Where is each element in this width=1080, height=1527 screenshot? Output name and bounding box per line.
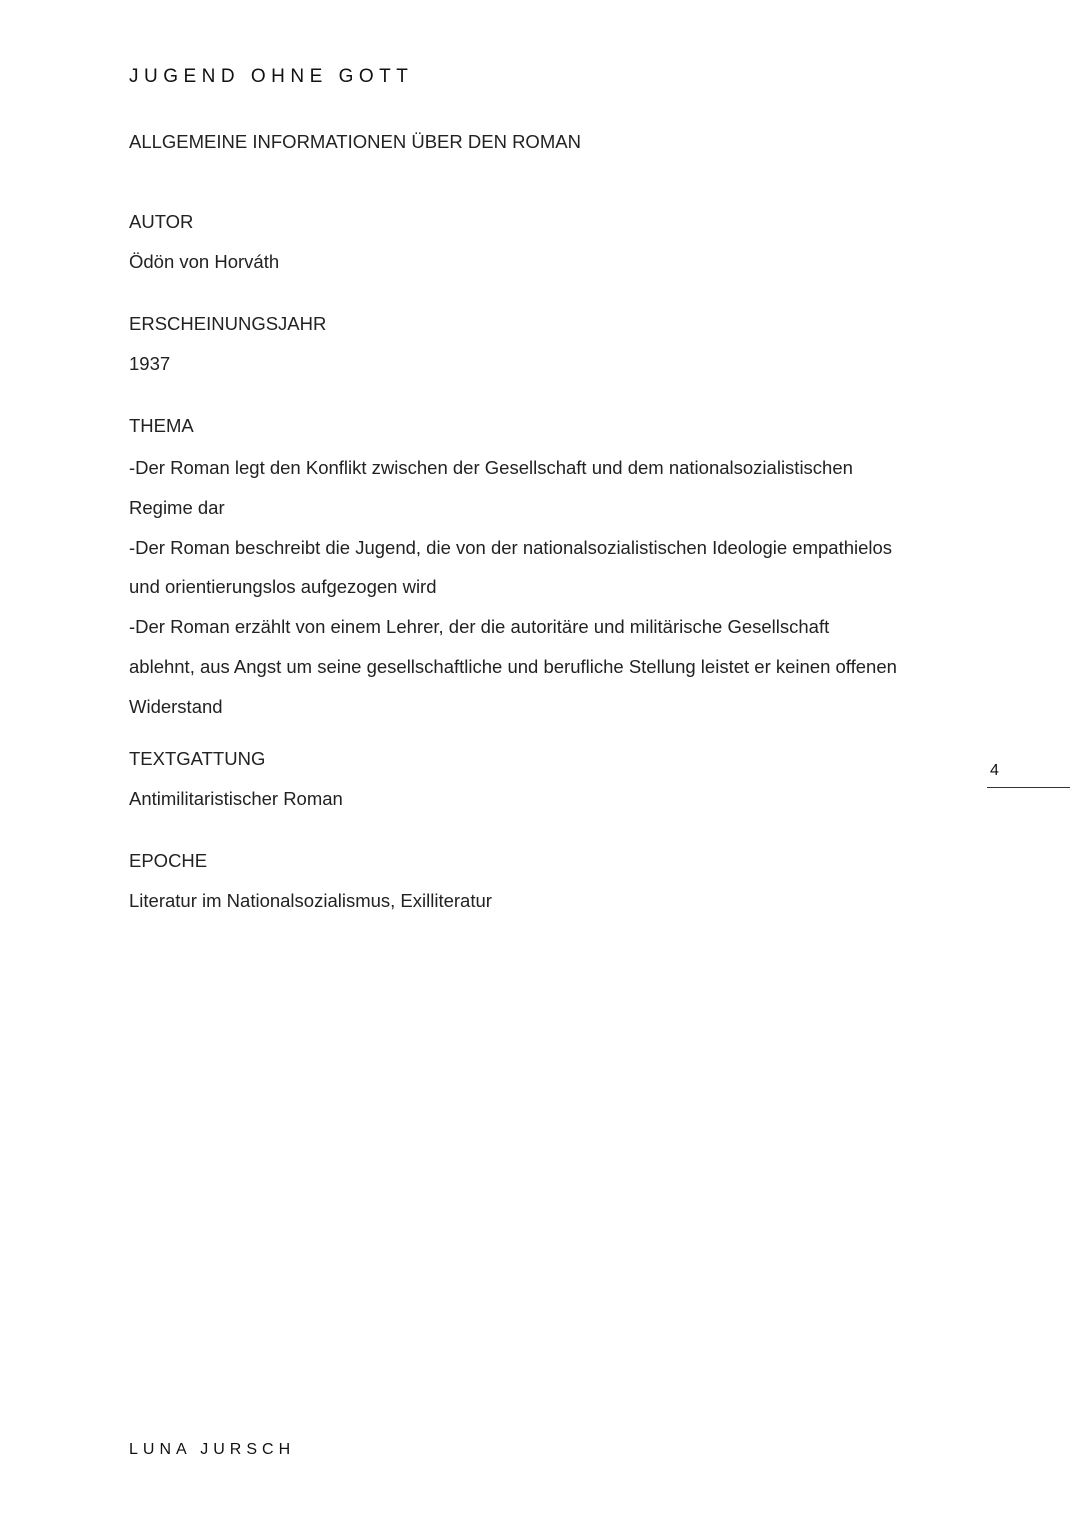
thema-line: Regime dar bbox=[129, 496, 225, 518]
thema-line: ablehnt, aus Angst um seine gesellschaftliche und berufliche Stellung leistet er keinen offenen bbox=[129, 655, 897, 677]
thema-text bbox=[129, 448, 969, 727]
erscheinungsjahr-value: 1937 bbox=[129, 353, 171, 374]
epoche-value: Literatur im Nationalsozialismus, Exilliteratur bbox=[129, 890, 492, 911]
page-number-rule bbox=[987, 787, 1070, 788]
thema-label: THEMA bbox=[129, 415, 194, 436]
erscheinungsjahr-label: ERSCHEINUNGSJAHR bbox=[129, 313, 327, 334]
thema-line: und orientierungslos aufgezogen wird bbox=[129, 576, 437, 598]
thema-line: -Der Roman erzählt von einem Lehrer, der die autoritäre und militärische Gesellschaft bbox=[129, 616, 830, 638]
thema-line: Widerstand bbox=[129, 695, 223, 717]
epoche-label: EPOCHE bbox=[129, 850, 208, 871]
footer-author: LUNA JURSCH bbox=[129, 1441, 296, 1458]
autor-value: Ödön von Horváth bbox=[129, 251, 280, 272]
autor-label: AUTOR bbox=[129, 211, 194, 232]
thema-line: -Der Roman beschreibt die Jugend, die von der nationalsozialistischen Ideologie empathielos bbox=[129, 536, 893, 558]
textgattung-label: TEXTGATTUNG bbox=[129, 748, 266, 769]
document-title: JUGEND OHNE GOTT bbox=[129, 66, 414, 87]
page-number: 4 bbox=[990, 762, 999, 779]
textgattung-value: Antimilitaristischer Roman bbox=[129, 788, 343, 809]
document-subtitle: ALLGEMEINE INFORMATIONEN ÜBER DEN ROMAN bbox=[129, 131, 581, 152]
thema-line: -Der Roman legt den Konflikt zwischen der Gesellschaft und dem nationalsozialistischen bbox=[129, 457, 853, 478]
